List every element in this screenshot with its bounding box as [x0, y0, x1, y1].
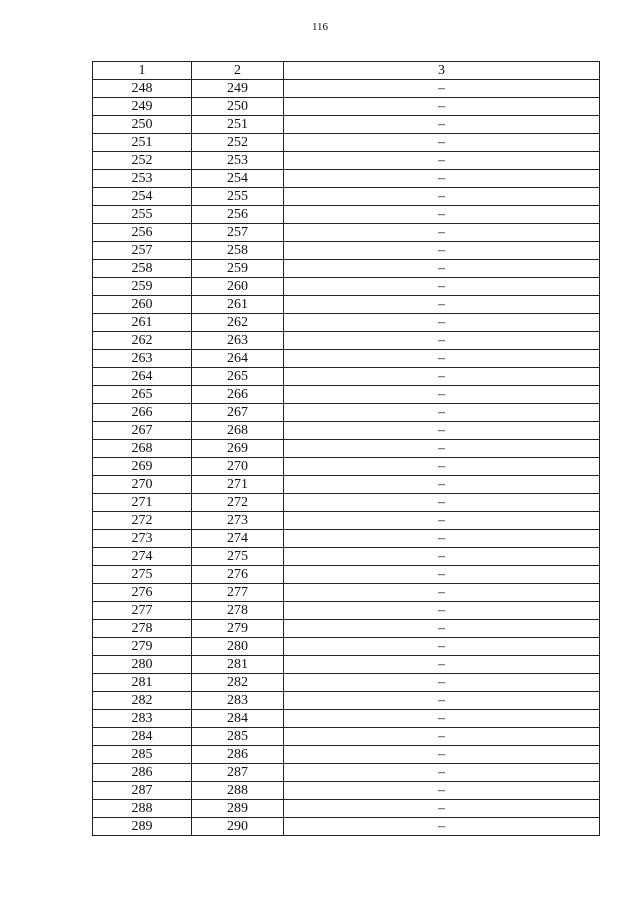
table-cell-col-1: 286 — [93, 764, 192, 782]
table-cell-col-1: 254 — [93, 188, 192, 206]
table-cell-col-3: – — [284, 134, 600, 152]
table-cell-col-1: 270 — [93, 476, 192, 494]
table-cell-col-3: – — [284, 170, 600, 188]
table-row — [93, 350, 600, 368]
table-cell-col-2: 268 — [192, 422, 284, 440]
table-row — [93, 296, 600, 314]
table-cell-col-2: 249 — [192, 80, 284, 98]
table-cell-col-1: 288 — [93, 800, 192, 818]
table-cell-col-1: 271 — [93, 494, 192, 512]
table-cell-col-1: 284 — [93, 728, 192, 746]
table-cell-col-1: 253 — [93, 170, 192, 188]
table-row — [93, 134, 600, 152]
table-cell-col-3: – — [284, 692, 600, 710]
table-cell-col-3: – — [284, 440, 600, 458]
table-cell-col-1: 278 — [93, 620, 192, 638]
table-cell-col-2: 265 — [192, 368, 284, 386]
table-cell-col-1: 265 — [93, 386, 192, 404]
table-cell-col-1: 266 — [93, 404, 192, 422]
table-cell-col-2: 287 — [192, 764, 284, 782]
table-row — [93, 368, 600, 386]
table-cell-col-1: 281 — [93, 674, 192, 692]
table-row — [93, 386, 600, 404]
column-header-1: 1 — [93, 62, 192, 80]
table-cell-col-3: – — [284, 548, 600, 566]
table-cell-col-3: – — [284, 188, 600, 206]
table-cell-col-3: – — [284, 80, 600, 98]
table-row — [93, 584, 600, 602]
table-cell-col-2: 271 — [192, 476, 284, 494]
table-cell-col-2: 278 — [192, 602, 284, 620]
table-cell-col-1: 257 — [93, 242, 192, 260]
table-cell-col-2: 269 — [192, 440, 284, 458]
table-cell-col-2: 267 — [192, 404, 284, 422]
table-cell-col-2: 251 — [192, 116, 284, 134]
table-cell-col-1: 251 — [93, 134, 192, 152]
table-cell-col-3: – — [284, 296, 600, 314]
table-cell-col-3: – — [284, 728, 600, 746]
table-cell-col-1: 248 — [93, 80, 192, 98]
table-row — [93, 512, 600, 530]
table-row — [93, 80, 600, 98]
table-cell-col-1: 283 — [93, 710, 192, 728]
table-row — [93, 746, 600, 764]
table-cell-col-1: 261 — [93, 314, 192, 332]
table-row — [93, 602, 600, 620]
table-cell-col-2: 277 — [192, 584, 284, 602]
table-cell-col-1: 275 — [93, 566, 192, 584]
table-cell-col-2: 279 — [192, 620, 284, 638]
table-row — [93, 476, 600, 494]
table-cell-col-2: 274 — [192, 530, 284, 548]
table-cell-col-2: 270 — [192, 458, 284, 476]
table-cell-col-1: 274 — [93, 548, 192, 566]
table-cell-col-2: 282 — [192, 674, 284, 692]
table-cell-col-1: 289 — [93, 818, 192, 836]
table-row — [93, 782, 600, 800]
table-row — [93, 242, 600, 260]
table-cell-col-3: – — [284, 476, 600, 494]
table-cell-col-3: – — [284, 602, 600, 620]
table-cell-col-3: – — [284, 620, 600, 638]
table-row — [93, 548, 600, 566]
table-cell-col-1: 269 — [93, 458, 192, 476]
table-cell-col-3: – — [284, 782, 600, 800]
table-row — [93, 458, 600, 476]
table-row — [93, 332, 600, 350]
table-cell-col-2: 289 — [192, 800, 284, 818]
table-cell-col-1: 250 — [93, 116, 192, 134]
table-cell-col-2: 283 — [192, 692, 284, 710]
table-cell-col-1: 252 — [93, 152, 192, 170]
table-cell-col-1: 268 — [93, 440, 192, 458]
table-cell-col-3: – — [284, 494, 600, 512]
table-cell-col-3: – — [284, 458, 600, 476]
column-header-2: 2 — [192, 62, 284, 80]
column-header-3: 3 — [284, 62, 600, 80]
table-row — [93, 206, 600, 224]
table-cell-col-1: 258 — [93, 260, 192, 278]
table-cell-col-2: 263 — [192, 332, 284, 350]
table-cell-col-2: 275 — [192, 548, 284, 566]
table-cell-col-2: 273 — [192, 512, 284, 530]
table-row — [93, 260, 600, 278]
table-cell-col-2: 259 — [192, 260, 284, 278]
table-cell-col-3: – — [284, 368, 600, 386]
table-cell-col-3: – — [284, 800, 600, 818]
table-row — [93, 152, 600, 170]
table-cell-col-3: – — [284, 584, 600, 602]
table-cell-col-2: 280 — [192, 638, 284, 656]
table-cell-col-3: – — [284, 764, 600, 782]
table-cell-col-1: 267 — [93, 422, 192, 440]
table-row — [93, 170, 600, 188]
table-cell-col-1: 276 — [93, 584, 192, 602]
table-row — [93, 494, 600, 512]
table-cell-col-3: – — [284, 674, 600, 692]
table-cell-col-3: – — [284, 98, 600, 116]
table-cell-col-2: 257 — [192, 224, 284, 242]
table-body — [93, 80, 600, 836]
table-row — [93, 692, 600, 710]
table-row — [93, 710, 600, 728]
table-cell-col-3: – — [284, 332, 600, 350]
table-cell-col-1: 273 — [93, 530, 192, 548]
table-cell-col-3: – — [284, 404, 600, 422]
table-row — [93, 98, 600, 116]
table-cell-col-2: 250 — [192, 98, 284, 116]
table-cell-col-3: – — [284, 818, 600, 836]
table-cell-col-1: 272 — [93, 512, 192, 530]
table-row — [93, 566, 600, 584]
table-cell-col-3: – — [284, 260, 600, 278]
table-cell-col-1: 279 — [93, 638, 192, 656]
table-cell-col-2: 260 — [192, 278, 284, 296]
table-cell-col-3: – — [284, 152, 600, 170]
table-cell-col-1: 249 — [93, 98, 192, 116]
table-cell-col-3: – — [284, 350, 600, 368]
table-header-row — [93, 62, 600, 80]
table-cell-col-2: 258 — [192, 242, 284, 260]
table-row — [93, 188, 600, 206]
table-row — [93, 278, 600, 296]
table-row — [93, 656, 600, 674]
table-cell-col-3: – — [284, 566, 600, 584]
table-cell-col-2: 286 — [192, 746, 284, 764]
table-row — [93, 422, 600, 440]
table-row — [93, 404, 600, 422]
table-cell-col-1: 285 — [93, 746, 192, 764]
table-row — [93, 818, 600, 836]
table-cell-col-2: 256 — [192, 206, 284, 224]
table-cell-col-2: 254 — [192, 170, 284, 188]
table-cell-col-2: 284 — [192, 710, 284, 728]
table-cell-col-2: 261 — [192, 296, 284, 314]
table-cell-col-1: 263 — [93, 350, 192, 368]
table-row — [93, 440, 600, 458]
table-cell-col-3: – — [284, 278, 600, 296]
table-cell-col-2: 281 — [192, 656, 284, 674]
table-cell-col-2: 288 — [192, 782, 284, 800]
table-cell-col-2: 253 — [192, 152, 284, 170]
table-cell-col-3: – — [284, 710, 600, 728]
table-cell-col-2: 285 — [192, 728, 284, 746]
table-cell-col-2: 262 — [192, 314, 284, 332]
table-cell-col-3: – — [284, 386, 600, 404]
table-cell-col-1: 280 — [93, 656, 192, 674]
table-cell-col-1: 277 — [93, 602, 192, 620]
table-cell-col-3: – — [284, 422, 600, 440]
table-row — [93, 224, 600, 242]
table-row — [93, 638, 600, 656]
table-cell-col-3: – — [284, 746, 600, 764]
table-cell-col-1: 262 — [93, 332, 192, 350]
table-cell-col-3: – — [284, 530, 600, 548]
table-cell-col-2: 252 — [192, 134, 284, 152]
table-row — [93, 620, 600, 638]
table-cell-col-1: 255 — [93, 206, 192, 224]
table-cell-col-3: – — [284, 638, 600, 656]
table-cell-col-2: 276 — [192, 566, 284, 584]
table-cell-col-2: 272 — [192, 494, 284, 512]
table-row — [93, 800, 600, 818]
table-cell-col-1: 282 — [93, 692, 192, 710]
table-row — [93, 728, 600, 746]
table-row — [93, 530, 600, 548]
table-cell-col-1: 259 — [93, 278, 192, 296]
table-cell-col-3: – — [284, 206, 600, 224]
table-cell-col-3: – — [284, 116, 600, 134]
table-cell-col-3: – — [284, 224, 600, 242]
table-cell-col-1: 287 — [93, 782, 192, 800]
table-cell-col-1: 260 — [93, 296, 192, 314]
table-row — [93, 116, 600, 134]
table-cell-col-2: 290 — [192, 818, 284, 836]
table-cell-col-3: – — [284, 512, 600, 530]
table-cell-col-2: 266 — [192, 386, 284, 404]
table-cell-col-2: 264 — [192, 350, 284, 368]
table-row — [93, 314, 600, 332]
table-cell-col-1: 264 — [93, 368, 192, 386]
table-cell-col-3: – — [284, 314, 600, 332]
data-table — [92, 61, 600, 836]
table-cell-col-3: – — [284, 242, 600, 260]
page-number: 116 — [311, 21, 329, 33]
table-row — [93, 674, 600, 692]
table-cell-col-1: 256 — [93, 224, 192, 242]
table-row — [93, 764, 600, 782]
table-cell-col-2: 255 — [192, 188, 284, 206]
table-cell-col-3: – — [284, 656, 600, 674]
